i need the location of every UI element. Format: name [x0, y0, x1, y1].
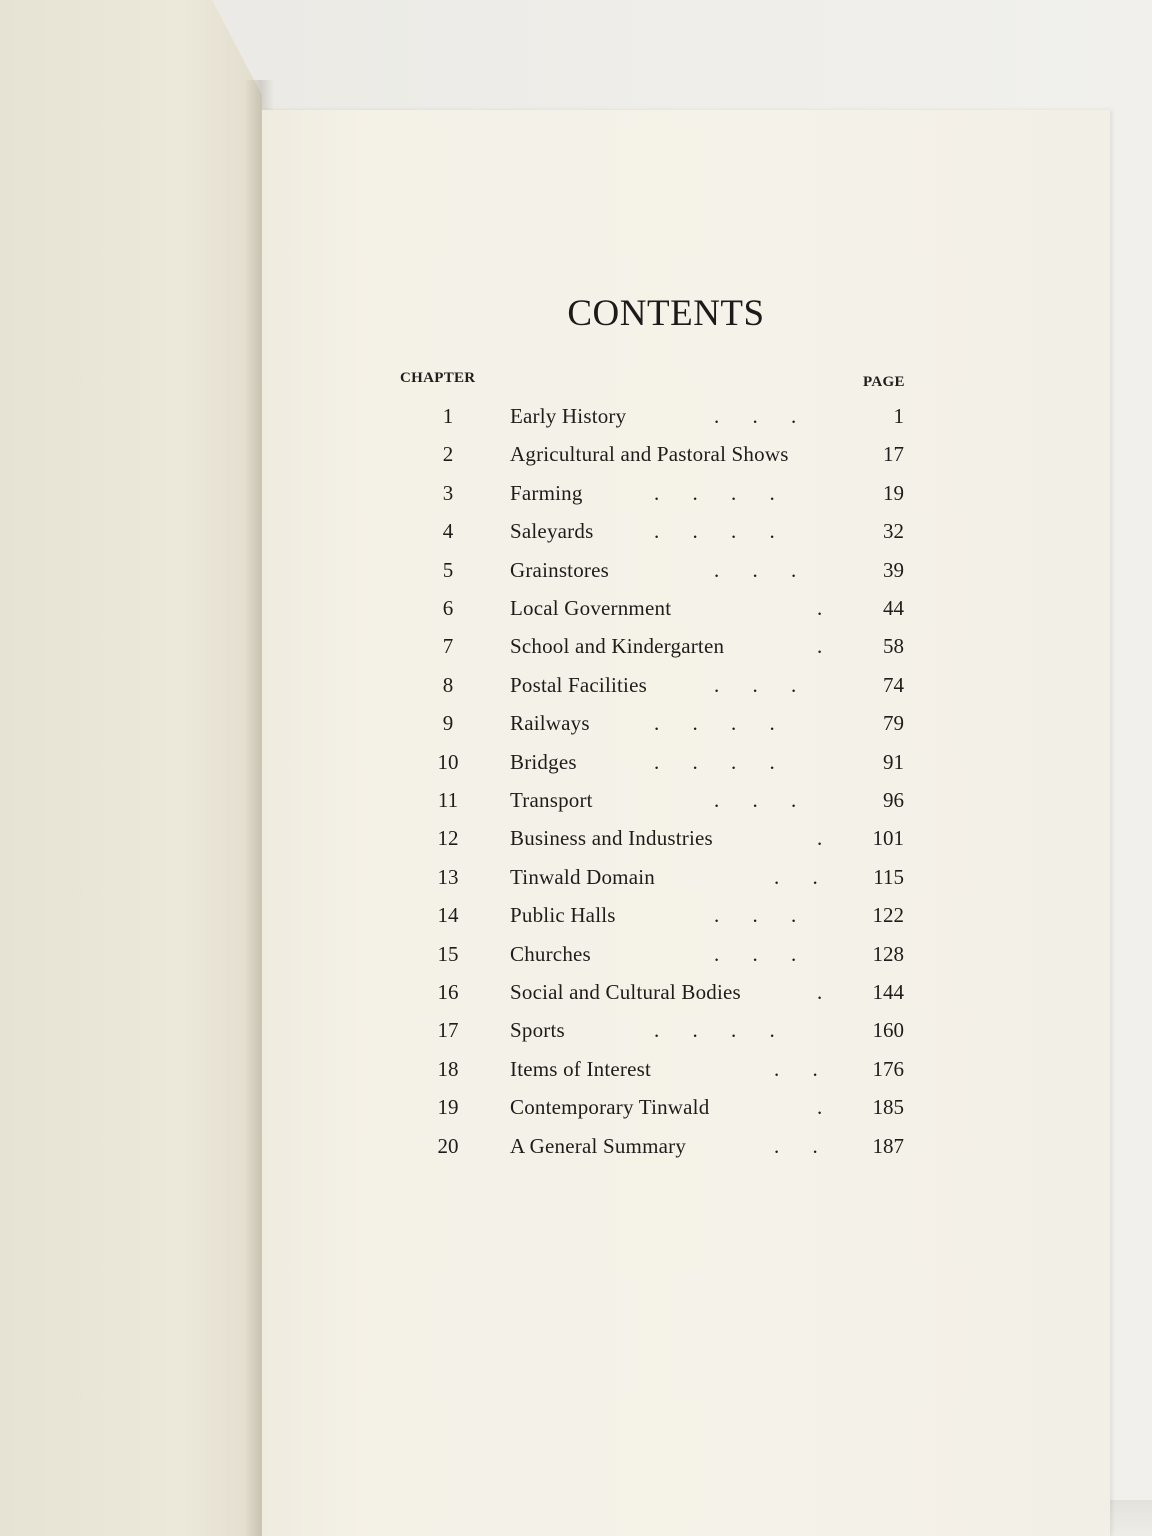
dot-leader: . . . .: [654, 519, 775, 544]
chapter-title: Public Halls: [510, 903, 616, 928]
chapter-title: Items of Interest: [510, 1056, 652, 1081]
chapter-number: 10: [437, 749, 459, 774]
toc-row: [262, 1089, 1110, 1127]
chapter-title: Transport: [510, 788, 593, 812]
chapter-title: School and Kindergarten: [510, 634, 725, 659]
page-number: 58: [883, 634, 904, 659]
toc-row: [262, 897, 1110, 935]
chapter-title: Bridges: [510, 749, 577, 774]
chapter-title: A General Summary: [510, 1133, 687, 1158]
dot-leader: . . .: [714, 672, 797, 697]
page-number: 74: [883, 672, 904, 697]
contents-page: [262, 110, 1110, 1536]
chapter-number: 9: [442, 711, 454, 736]
dot-leader: . . .: [714, 941, 797, 966]
page-number: 128: [872, 941, 904, 966]
page-number: 17: [883, 442, 904, 467]
dot-leader: . . . .: [654, 480, 775, 505]
page-number: 39: [883, 557, 904, 582]
page-number: 91: [883, 749, 904, 774]
chapter-number: 20: [437, 1133, 459, 1158]
toc-row: [262, 475, 1110, 513]
chapter-number: 15: [437, 941, 459, 966]
page-number: 96: [883, 788, 904, 812]
dot-leader: .: [817, 1095, 823, 1120]
page-column-header: PAGE: [863, 374, 905, 390]
dot-leader: . . . .: [654, 711, 775, 736]
chapter-title: Tinwald Domain: [510, 864, 655, 889]
page-number: 185: [872, 1095, 904, 1120]
chapter-title: Social and Cultural Bodies: [510, 980, 741, 1004]
toc-row: [262, 1012, 1110, 1050]
toc-row: [262, 782, 1110, 820]
toc-row: [262, 513, 1110, 551]
chapter-number: 17: [437, 1018, 459, 1043]
chapter-number: 4: [442, 519, 454, 544]
page-number: 1: [893, 404, 904, 428]
dot-leader: .: [817, 634, 823, 659]
dot-leader: . . .: [714, 788, 797, 812]
chapter-title: Railways: [510, 711, 590, 736]
chapter-number: 8: [442, 672, 454, 697]
page-number: 115: [873, 864, 904, 889]
dot-leader: . . . .: [654, 749, 775, 774]
toc-row: [262, 744, 1110, 782]
toc-row: [262, 1128, 1110, 1166]
toc-row: [262, 398, 1110, 436]
chapter-title: Postal Facilities: [510, 672, 647, 697]
toc-row: [262, 974, 1110, 1012]
chapter-title: Churches: [510, 941, 591, 966]
page-number: 122: [872, 903, 904, 928]
page-title: CONTENTS: [567, 293, 765, 334]
page-number: 101: [872, 826, 904, 851]
dot-leader: . . .: [714, 404, 797, 428]
chapter-number: 7: [442, 634, 454, 659]
page-number: 160: [872, 1018, 904, 1043]
dot-leader: .: [817, 596, 823, 620]
chapter-title: Early History: [510, 404, 627, 428]
dot-leader: . .: [774, 864, 818, 889]
toc-row: [262, 859, 1110, 897]
toc-row: [262, 936, 1110, 974]
chapter-number: 11: [437, 788, 459, 812]
chapter-number: 13: [437, 864, 459, 889]
chapter-title: Farming: [510, 480, 583, 505]
chapter-number: 12: [437, 826, 459, 851]
chapter-number: 2: [442, 442, 454, 467]
page-number: 176: [872, 1056, 904, 1081]
chapter-title: Sports: [510, 1018, 565, 1043]
page-number: 79: [883, 711, 904, 736]
chapter-number: 5: [442, 557, 454, 582]
dot-leader: . .: [774, 1056, 818, 1081]
chapter-number: 18: [437, 1056, 459, 1081]
chapter-number: 1: [442, 404, 454, 428]
chapter-title: Contemporary Tinwald: [510, 1095, 710, 1120]
chapter-number: 3: [442, 480, 454, 505]
toc-row: [262, 820, 1110, 858]
page-number: 144: [872, 980, 904, 1004]
chapter-title: Business and Industries: [510, 826, 713, 851]
dot-leader: .: [817, 980, 823, 1004]
toc-row: [262, 1051, 1110, 1089]
chapter-number: 16: [437, 980, 459, 1004]
page-number: 19: [883, 480, 904, 505]
chapter-title: Agricultural and Pastoral Shows: [510, 442, 789, 467]
chapter-column-header: CHAPTER: [400, 370, 476, 386]
chapter-title: Grainstores: [510, 557, 610, 582]
toc-row: [262, 590, 1110, 628]
toc-row: [262, 436, 1110, 474]
toc-row: [262, 667, 1110, 705]
left-page: [0, 0, 262, 1536]
dot-leader: . .: [774, 1133, 818, 1158]
chapter-number: 6: [442, 596, 454, 620]
toc-row: [262, 628, 1110, 666]
dot-leader: . . .: [714, 903, 797, 928]
dot-leader: .: [817, 826, 823, 851]
page-number: 44: [883, 596, 904, 620]
chapter-number: 19: [437, 1095, 459, 1120]
page-number: 187: [872, 1133, 904, 1158]
page-number: 32: [883, 519, 904, 544]
chapter-number: 14: [437, 903, 459, 928]
toc-row: [262, 552, 1110, 590]
chapter-title: Saleyards: [510, 519, 594, 544]
dot-leader: . . . .: [654, 1018, 775, 1043]
toc-row: [262, 705, 1110, 743]
dot-leader: . . .: [714, 557, 797, 582]
chapter-title: Local Government: [510, 596, 672, 620]
